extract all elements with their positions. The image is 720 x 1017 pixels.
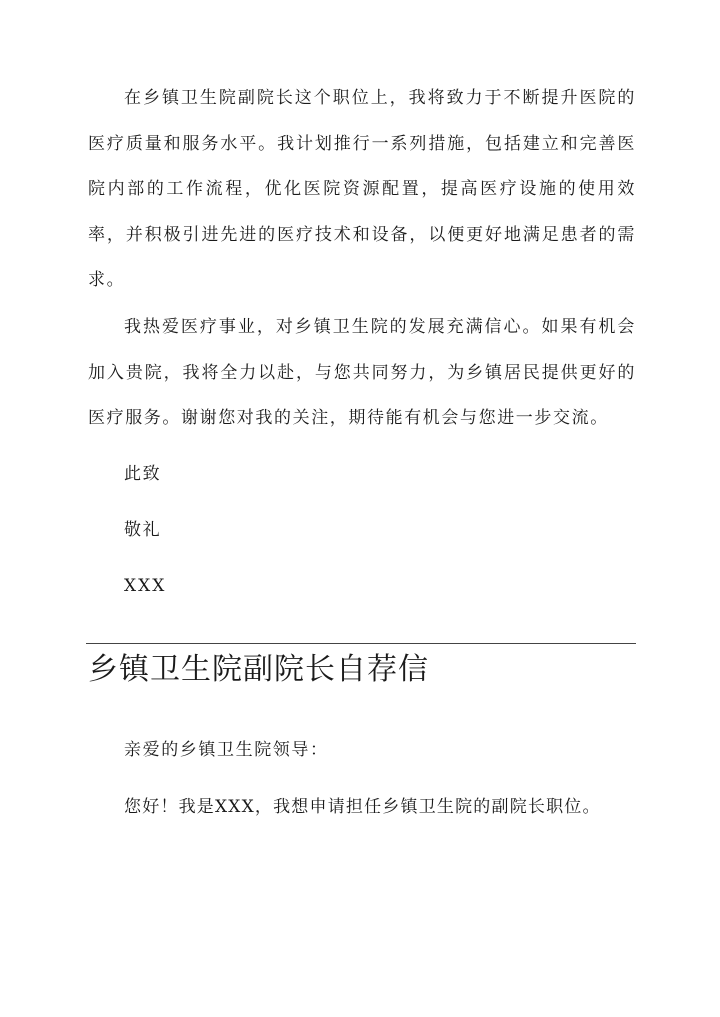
body-paragraph-2: 我热爱医疗事业，对乡镇卫生院的发展充满信心。如果有机会加入贵院，我将全力以赴，与您共同努力，为乡镇居民提供更好的医疗服务。谢谢您对我的关注，期待能有机会与您进一步交流。 xyxy=(88,317,636,428)
document-title: 乡镇卫生院副院长自荐信 xyxy=(88,652,429,687)
body-paragraph-1: 在乡镇卫生院副院长这个职位上，我将致力于不断提升医院的医疗质量和服务水平。我计划推行一系列措施，包括建立和完善医院内部的工作流程，优化医院资源配置，提高医疗设施的使用效率，并积极引进先进的医疗技术和设备，以便更好地满足患者的需求。 xyxy=(88,88,636,290)
section-divider xyxy=(86,643,636,644)
signature: XXX xyxy=(124,576,167,596)
salutation: 亲爱的乡镇卫生院领导： xyxy=(124,740,329,760)
greeting-line: 您好！我是XXX，我想申请担任乡镇卫生院的副院长职位。 xyxy=(124,797,601,817)
closing-line-1: 此致 xyxy=(124,464,162,484)
closing-line-2: 敬礼 xyxy=(124,520,162,540)
